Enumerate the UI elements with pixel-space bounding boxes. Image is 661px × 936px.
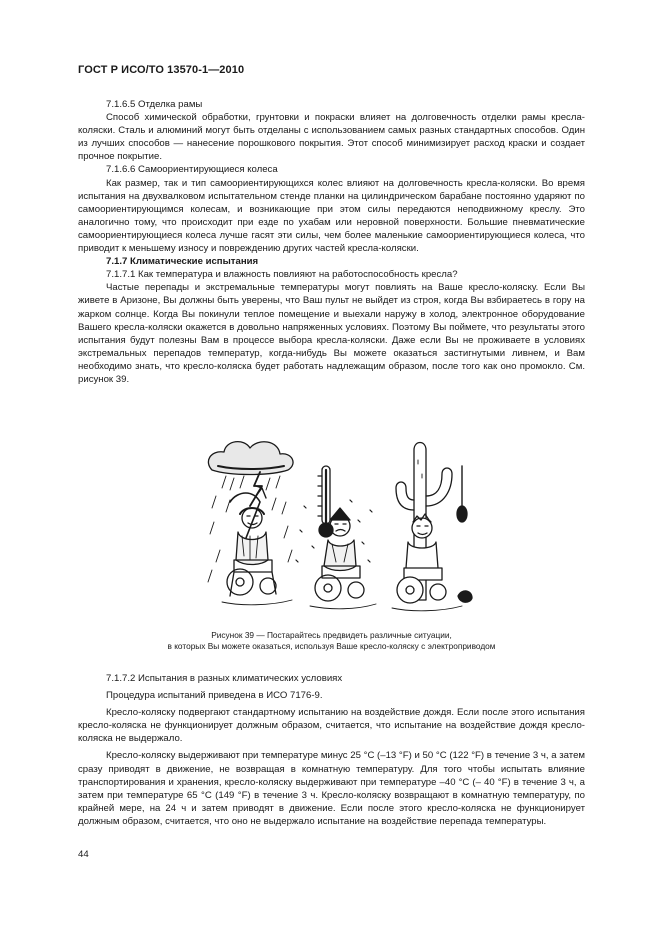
figure-39-illustration xyxy=(200,410,490,632)
subsection-heading: 7.1.7.2 Испытания в разных климатических условиях xyxy=(106,673,343,684)
figure-caption xyxy=(78,630,585,652)
text-section-top xyxy=(78,98,585,386)
heat-scene xyxy=(392,443,472,611)
subsection-heading: 7.1.6.5 Отделка рамы xyxy=(106,99,203,110)
paragraph: Как размер, так и тип самоориентирующихся колес влияют на долговечность кресла-коляски. Во время испытания на двухвалковом испытательном стенде планки на цилиндрическом барабане постоянно ударяют по самоориентирующимся колесам, и возникающие при этом силы передаются неподвижному креслу. Это аналогично тому, что происходит при езде по ухабам или неровной поверхности. Большие пневматические самоориентирующиеся колеса лучше гасят эти силы, чем более маленькие самоориентирующиеся колеса, что приводит к меньшему износу и повреждению других частей кресла-коляски. xyxy=(78,177,585,255)
caption-line: в которых Вы можете оказаться, используя Ваше кресло-коляску с электроприводом xyxy=(167,641,496,651)
caption-line: Рисунок 39 — Постарайтесь предвидеть различные ситуации, xyxy=(211,630,452,640)
page-number: 44 xyxy=(78,849,89,860)
subsection-heading: 7.1.6.6 Самоориентирующиеся колеса xyxy=(106,164,278,176)
paragraph: Способ химической обработки, грунтовки и покраски влияет на долговечность отделки рамы кресла-коляски. Сталь и алюминий могут быть отделаны с использованием самых разных стандартных способов. Один из лучших способов — нанесение порошкового покрытия. Этот способ минимизирует расход краски и создает прочное покрытие. xyxy=(78,112,585,163)
paragraph: Кресло-коляску подвергают стандартному испытанию на воздействие дождя. Если после этого испытания кресло-коляска не функционирует должным образом, считается, что испытание на воздействие дождя кресло-коляска не выдержало. xyxy=(78,707,585,745)
cold-scene xyxy=(296,466,376,609)
subsection-heading: 7.1.7.1 Как температура и влажность повлияют на работоспособность кресла? xyxy=(106,269,458,281)
document-header: ГОСТ Р ИСО/ТО 13570-1—2010 xyxy=(78,64,245,76)
rain-scene xyxy=(208,442,293,605)
paragraph: Частые перепады и экстремальные температуры могут повлиять на Ваше кресло-коляску. Если Вы живете в Аризоне, Вы должны быть уверены, что Ваш пульт не выйдет из строя, когда Вы взбираетесь в гору на жарком солнце. Когда Вы покинули теплое помещение и выехали наружу в холод, электронное оборудование Вашего кресла-коляски окажется в довольно напряженных условиях. Поэтому Вы поймете, что результаты этого испытания будут полезны Вам в процессе выбора кресла-коляски. Даже если Вы не проживаете в условиях экстремальных перепадов температур, когда-нибудь Вы можете оказаться застигнутыми ливнем, и Вам необходимо знать, что кресло-коляска будет работать надлежащим образом, после того как оно промокло. См. рисунок 39. xyxy=(78,282,585,385)
paragraph: Кресло-коляску выдерживают при температуре минус 25 °C (–13 °F) и 50 °C (122 °F) в течение 3 ч, а затем сразу приводят в движение, не возвращая в комнатную температуру. Для того чтобы испытать влияние транспортирования и хранения, кресло-коляску выдерживают при температуре –40 °C (– 40 °F) в течение 3 ч, а затем при температуре 65 °C (149 °F) в течение 3 ч. Кресло-коляску возвращают в комнатную температуру, по крайней мере, на 24 ч и затем приводят в движение. Если после этого кресло-коляска не функционирует должным образом, считается, что оно не выдержало испытание на воздействие перепада температуры. xyxy=(78,750,585,827)
text-section-bottom xyxy=(78,672,585,828)
paragraph: Процедура испытаний приведена в ИСО 7176-9. xyxy=(106,690,323,702)
section-heading: 7.1.7 Климатические испытания xyxy=(106,256,259,268)
